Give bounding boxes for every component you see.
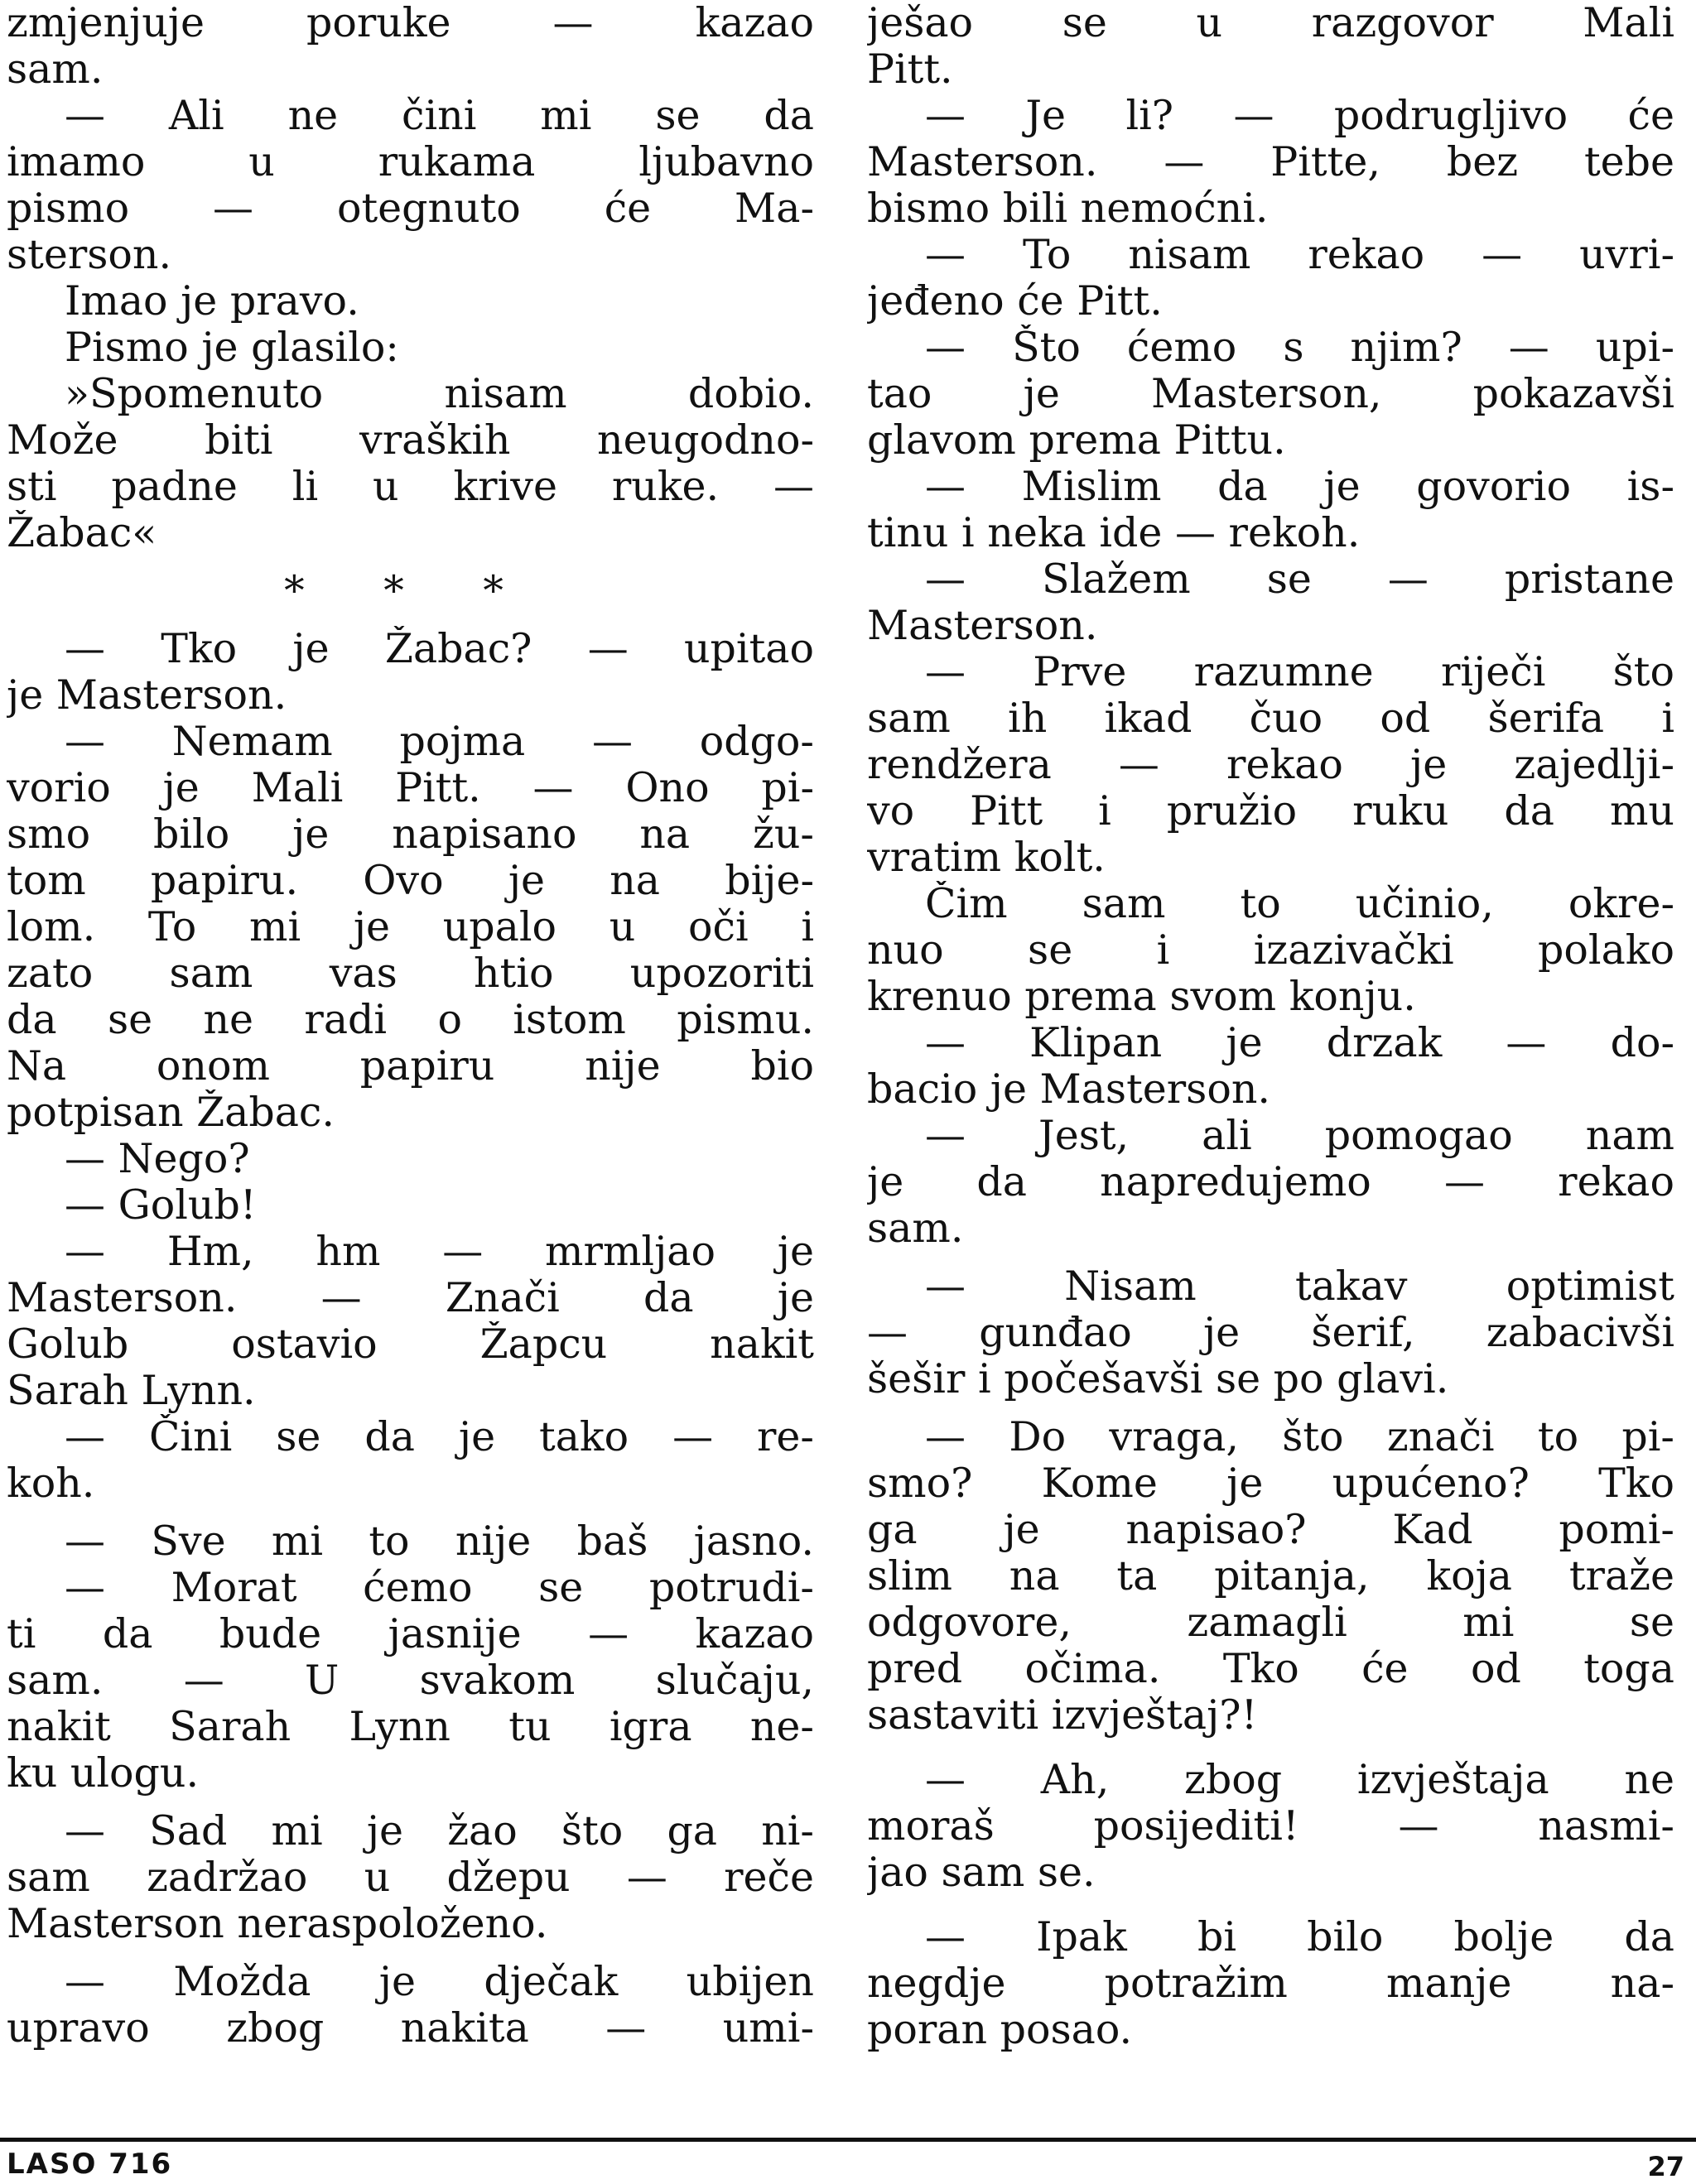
- text-line: — Nisam takav optimist: [925, 1263, 1674, 1310]
- text-line: sti padne li u krive ruke. —: [7, 464, 814, 510]
- text-line: Imao je pravo.: [65, 278, 359, 325]
- text-line: — Slažem se — pristane: [925, 556, 1674, 603]
- left-text-column: [7, 0, 814, 2052]
- text-line: bacio je Masterson.: [867, 1066, 1270, 1113]
- text-line: glavom prema Pittu.: [867, 417, 1286, 464]
- text-line: — Jest, ali pomogao nam: [925, 1113, 1674, 1159]
- text-line: sastaviti izvještaj?!: [867, 1692, 1258, 1739]
- text-line: smo bilo je napisano na žu-: [7, 811, 814, 858]
- section-break: * * *: [284, 568, 537, 614]
- text-line: moraš posijediti! — nasmi-: [867, 1803, 1674, 1850]
- text-line: koh.: [7, 1460, 95, 1507]
- publication-label: LASO 716: [7, 2148, 173, 2181]
- text-line: Čim sam to učinio, okre-: [925, 881, 1674, 927]
- text-line: krenuo prema svom konju.: [867, 974, 1416, 1020]
- text-line: poran posao.: [867, 2007, 1133, 2053]
- text-line: sterson.: [7, 232, 172, 278]
- text-line: šešir i počešavši se po glavi.: [867, 1356, 1449, 1402]
- text-line: rendžera — rekao je zajedlji-: [867, 742, 1674, 788]
- text-line: negdje potražim manje na-: [867, 1960, 1674, 2007]
- text-line: ga je napisao? Kad pomi-: [867, 1507, 1674, 1553]
- text-line: sam ih ikad čuo od šerifa i: [867, 695, 1674, 742]
- text-line: je Masterson.: [7, 672, 287, 719]
- right-text-column: [867, 0, 1674, 2053]
- text-line: — Ipak bi bilo bolje da: [925, 1914, 1674, 1960]
- text-line: sam. — U svakom slučaju,: [7, 1657, 814, 1704]
- text-line: — Mislim da je govorio is-: [925, 464, 1674, 510]
- text-line: — Nemam pojma — odgo-: [65, 719, 814, 765]
- text-line: smo? Kome je upućeno? Tko: [867, 1460, 1674, 1507]
- text-line: jeđeno će Pitt.: [867, 278, 1163, 325]
- text-line: vo Pitt i pružio ruku da mu: [867, 788, 1674, 835]
- text-line: — Ah, zbog izvještaja ne: [925, 1757, 1674, 1803]
- text-line: — Možda je dječak ubijen: [65, 1959, 814, 2005]
- text-line: Može biti vraških neugodno-: [7, 417, 814, 464]
- text-line: Pitt.: [867, 46, 953, 93]
- page-number: 27: [1647, 2151, 1684, 2182]
- text-line: — Tko je Žabac? — upitao: [65, 626, 814, 672]
- text-line: nakit Sarah Lynn tu igra ne-: [7, 1704, 814, 1750]
- text-line: — To nisam rekao — uvri-: [925, 232, 1674, 278]
- text-line: — Golub!: [65, 1182, 257, 1229]
- text-line: — Što ćemo s njim? — upi-: [925, 325, 1674, 371]
- text-line: odgovore, zamagli mi se: [867, 1600, 1674, 1646]
- text-line: vratim kolt.: [867, 835, 1106, 881]
- footer-rule: [0, 2138, 1696, 2142]
- text-line: upravo zbog nakita — umi-: [7, 2005, 814, 2052]
- text-line: bismo bili nemoćni.: [867, 185, 1269, 232]
- text-line: »Spomenuto nisam dobio.: [65, 371, 814, 417]
- text-line: potpisan Žabac.: [7, 1090, 335, 1136]
- text-line: — Sve mi to nije baš jasno.: [65, 1518, 814, 1565]
- text-line: — gunđao je šerif, zabacivši: [867, 1310, 1674, 1356]
- text-line: — Čini se da je tako — re-: [65, 1414, 814, 1460]
- text-line: — Sad mi je žao što ga ni-: [65, 1808, 814, 1854]
- text-line: da se ne radi o istom pismu.: [7, 997, 814, 1043]
- text-line: Masterson.: [867, 603, 1098, 649]
- text-line: pismo — otegnuto će Ma-: [7, 185, 814, 232]
- text-line: Masterson. — Pitte, bez tebe: [867, 139, 1674, 185]
- text-line: Masterson. — Znači da je: [7, 1275, 814, 1321]
- text-line: je da napredujemo — rekao: [867, 1159, 1674, 1205]
- text-line: zato sam vas htio upozoriti: [7, 950, 814, 997]
- text-line: jao sam se.: [867, 1850, 1096, 1896]
- text-line: — Nego?: [65, 1136, 250, 1182]
- text-line: Žabac«: [7, 510, 157, 556]
- text-line: tao je Masterson, pokazavši: [867, 371, 1674, 417]
- text-line: Sarah Lynn.: [7, 1368, 256, 1414]
- text-line: sam.: [867, 1205, 964, 1252]
- text-line: slim na ta pitanja, koja traže: [867, 1553, 1674, 1600]
- text-line: ti da bude jasnije — kazao: [7, 1611, 814, 1657]
- text-line: — Ali ne čini mi se da: [65, 93, 814, 139]
- text-line: Golub ostavio Žapcu nakit: [7, 1321, 814, 1368]
- text-line: zmjenjuje poruke — kazao: [7, 0, 814, 46]
- text-line: imamo u rukama ljubavno: [7, 139, 814, 185]
- text-line: — Hm, hm — mrmljao je: [65, 1229, 814, 1275]
- text-line: nuo se i izazivački polako: [867, 927, 1674, 974]
- text-line: — Klipan je drzak — do-: [925, 1020, 1674, 1066]
- text-line: sam zadržao u džepu — reče: [7, 1854, 814, 1901]
- text-line: ku ulogu.: [7, 1750, 200, 1797]
- text-line: pred očima. Tko će od toga: [867, 1646, 1674, 1692]
- text-line: — Je li? — podrugljivo će: [925, 93, 1674, 139]
- text-line: Pismo je glasilo:: [65, 325, 399, 371]
- text-line: tom papiru. Ovo je na bije-: [7, 858, 814, 904]
- text-line: vorio je Mali Pitt. — Ono pi-: [7, 765, 814, 811]
- text-line: — Do vraga, što znači to pi-: [925, 1414, 1674, 1460]
- text-line: lom. To mi je upalo u oči i: [7, 904, 814, 950]
- text-line: Na onom papiru nije bio: [7, 1043, 814, 1090]
- text-line: — Prve razumne riječi što: [925, 649, 1674, 695]
- text-line: ješao se u razgovor Mali: [867, 0, 1674, 46]
- text-line: Masterson neraspoloženo.: [7, 1901, 548, 1947]
- text-line: — Morat ćemo se potrudi-: [65, 1565, 814, 1611]
- text-line: tinu i neka ide — rekoh.: [867, 510, 1361, 556]
- text-line: sam.: [7, 46, 104, 93]
